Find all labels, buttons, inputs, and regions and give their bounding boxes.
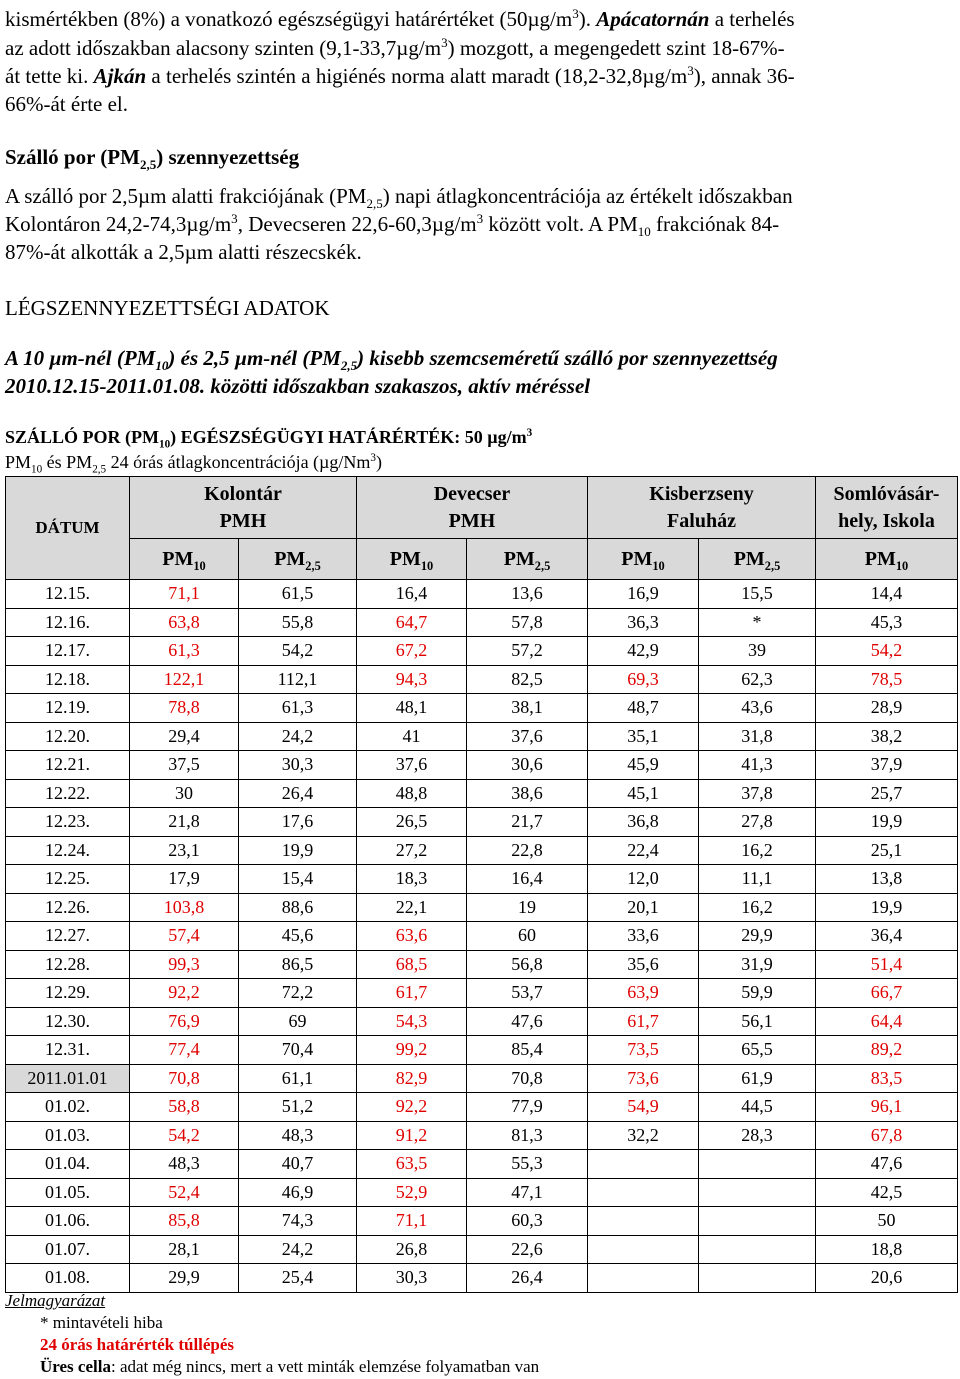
table-row (6, 1235, 958, 1264)
pm10-header: $PM_{10}$ (357, 539, 467, 580)
devecser-pm25-cell: 21,7 (467, 808, 588, 837)
table-row (6, 1178, 958, 1207)
kolontar-pm10-cell: 58,8 (130, 1093, 239, 1122)
kisberzseny-pm10-cell: 36,3 (588, 608, 699, 637)
table-caption: $PM_{10}$ és $PM_{2,5}$ 24 órás átlagkoncentrációja (µg/Nm$^3$) (5, 452, 382, 476)
intro-line-3: át tette ki. Ajkán a terhelés szintén a higiénés norma alatt maradt $(18,2-32,8\mu g/m^3)$, annak 36- (5, 63, 795, 88)
devecser-pm10-cell: 48,8 (357, 779, 467, 808)
legend-empty-cell: Üres cella: adat még nincs, mert a vett minták elemzése folyamatban van (40, 1357, 540, 1376)
kolontar-pm10-cell: 92,2 (130, 979, 239, 1008)
kisberzseny-pm25-cell: 61,9 (699, 1064, 816, 1093)
kisberzseny-pm25-cell: 27,8 (699, 808, 816, 837)
kisberzseny-pm10-cell: 63,9 (588, 979, 699, 1008)
kisberzseny-pm10-cell: 32,2 (588, 1121, 699, 1150)
table-row (6, 1036, 958, 1065)
table-row (6, 694, 958, 723)
pm25-header: $PM_{2,5}$ (699, 539, 816, 580)
devecser-pm10-cell: 27,2 (357, 836, 467, 865)
kisberzseny-pm10-cell: 36,8 (588, 808, 699, 837)
date-cell: 01.07. (6, 1235, 130, 1264)
table-row (6, 865, 958, 894)
somlovasarhely-pm10-cell: 45,3 (816, 608, 958, 637)
somlovasarhely-pm10-cell: 66,7 (816, 979, 958, 1008)
devecser-pm10-cell: 63,6 (357, 922, 467, 951)
somlovasarhely-pm10-cell: 18,8 (816, 1235, 958, 1264)
devecser-pm25-cell: 60,3 (467, 1207, 588, 1236)
devecser-pm10-cell: 18,3 (357, 865, 467, 894)
kolontar-pm25-cell: 25,4 (239, 1264, 357, 1293)
devecser-pm25-cell: 38,1 (467, 694, 588, 723)
date-cell: 2011.01.01 (6, 1064, 130, 1093)
devecser-pm25-cell: 22,8 (467, 836, 588, 865)
date-cell: 12.20. (6, 722, 130, 751)
table-row (6, 751, 958, 780)
kolontar-pm25-cell: 24,2 (239, 1235, 357, 1264)
kisberzseny-pm25-cell: 28,3 (699, 1121, 816, 1150)
kolontar-pm25-cell: 88,6 (239, 893, 357, 922)
devecser-pm10-cell: 63,5 (357, 1150, 467, 1179)
legend-limit-exceeded: 24 órás határérték túllépés (40, 1335, 235, 1354)
somlovasarhely-pm10-cell: 89,2 (816, 1036, 958, 1065)
table-subtitle-line-1: A 10 µm-nél $(PM_{10})$ és 2,5 µm-nél $(PM_{2,5})$ kisebb szemcseméretű szálló por szennyezettség (5, 346, 778, 374)
date-cell: 12.26. (6, 893, 130, 922)
kisberzseny-pm25-cell: 16,2 (699, 893, 816, 922)
kolontar-pm10-cell: 48,3 (130, 1150, 239, 1179)
devecser-pm10-cell: 26,8 (357, 1235, 467, 1264)
somlovasarhely-pm10-cell: 28,9 (816, 694, 958, 723)
date-cell: 01.03. (6, 1121, 130, 1150)
devecser-pm10-cell: 37,6 (357, 751, 467, 780)
kolontar-pm25-cell: 48,3 (239, 1121, 357, 1150)
kisberzseny-pm25-cell (699, 1235, 816, 1264)
date-cell: 12.30. (6, 1007, 130, 1036)
devecser-pm25-cell: 13,6 (467, 580, 588, 609)
kolontar-pm25-cell: 26,4 (239, 779, 357, 808)
devecser-pm25-cell: 38,6 (467, 779, 588, 808)
date-cell: 12.17. (6, 637, 130, 666)
site-header-somlovasarhely: Somlóvásár- hely, Iskola (816, 477, 958, 539)
kisberzseny-pm25-cell (699, 1178, 816, 1207)
devecser-pm10-cell: 67,2 (357, 637, 467, 666)
devecser-pm10-cell: 54,3 (357, 1007, 467, 1036)
pm10-header: $PM_{10}$ (816, 539, 958, 580)
kolontar-pm10-cell: 76,9 (130, 1007, 239, 1036)
devecser-pm10-cell: 64,7 (357, 608, 467, 637)
kolontar-pm25-cell: 61,1 (239, 1064, 357, 1093)
kisberzseny-pm25-cell (699, 1264, 816, 1293)
kisberzseny-pm10-cell: 16,9 (588, 580, 699, 609)
kisberzseny-pm25-cell: 59,9 (699, 979, 816, 1008)
table-row (6, 1207, 958, 1236)
pm-concentration-table (5, 476, 958, 1293)
date-cell: 12.19. (6, 694, 130, 723)
limit-value-line: SZÁLLÓ POR $(PM_{10})$ EGÉSZSÉGÜGYI HATÁRÉRTÉK: 50 $\mu g/m^3$ (5, 427, 533, 451)
devecser-pm10-cell: 82,9 (357, 1064, 467, 1093)
kisberzseny-pm25-cell: 15,5 (699, 580, 816, 609)
somlovasarhely-pm10-cell: 19,9 (816, 893, 958, 922)
devecser-pm25-cell: 82,5 (467, 665, 588, 694)
kisberzseny-pm10-cell: 42,9 (588, 637, 699, 666)
kolontar-pm25-cell: 55,8 (239, 608, 357, 637)
table-row (6, 722, 958, 751)
table-group-header-row (6, 477, 958, 539)
pm25-heading: Szálló por $(PM_{2,5})$ szennyezettség (5, 145, 300, 173)
date-cell: 12.31. (6, 1036, 130, 1065)
somlovasarhely-pm10-cell: 37,9 (816, 751, 958, 780)
pm25-header: $PM_{2,5}$ (239, 539, 357, 580)
intro-line-4: 66%-át érte el. (5, 92, 129, 116)
date-cell: 12.28. (6, 950, 130, 979)
kolontar-pm10-cell: 21,8 (130, 808, 239, 837)
devecser-pm10-cell: 61,7 (357, 979, 467, 1008)
kisberzseny-pm10-cell (588, 1235, 699, 1264)
kisberzseny-pm10-cell: 33,6 (588, 922, 699, 951)
kisberzseny-pm10-cell: 61,7 (588, 1007, 699, 1036)
date-cell: 12.27. (6, 922, 130, 951)
somlovasarhely-pm10-cell: 13,8 (816, 865, 958, 894)
pm25-header: $PM_{2,5}$ (467, 539, 588, 580)
kolontar-pm25-cell: 19,9 (239, 836, 357, 865)
devecser-pm10-cell: 52,9 (357, 1178, 467, 1207)
date-cell: 01.05. (6, 1178, 130, 1207)
devecser-pm25-cell: 30,6 (467, 751, 588, 780)
devecser-pm10-cell: 94,3 (357, 665, 467, 694)
table-row (6, 893, 958, 922)
table-row (6, 665, 958, 694)
kisberzseny-pm10-cell (588, 1264, 699, 1293)
kolontar-pm25-cell: 40,7 (239, 1150, 357, 1179)
table-row (6, 608, 958, 637)
somlovasarhely-pm10-cell: 38,2 (816, 722, 958, 751)
devecser-pm25-cell: 56,8 (467, 950, 588, 979)
somlovasarhely-pm10-cell: 14,4 (816, 580, 958, 609)
kisberzseny-pm25-cell: 44,5 (699, 1093, 816, 1122)
apacatorna-name: Apácatornán (596, 7, 710, 31)
somlovasarhely-pm10-cell: 67,8 (816, 1121, 958, 1150)
devecser-pm25-cell: 22,6 (467, 1235, 588, 1264)
kisberzseny-pm25-cell: 56,1 (699, 1007, 816, 1036)
kolontar-pm10-cell: 77,4 (130, 1036, 239, 1065)
kisberzseny-pm25-cell: 37,8 (699, 779, 816, 808)
somlovasarhely-pm10-cell: 19,9 (816, 808, 958, 837)
date-cell: 01.08. (6, 1264, 130, 1293)
kisberzseny-pm10-cell: 54,9 (588, 1093, 699, 1122)
devecser-pm25-cell: 47,6 (467, 1007, 588, 1036)
table-row (6, 808, 958, 837)
kolontar-pm10-cell: 17,9 (130, 865, 239, 894)
somlovasarhely-pm10-cell: 54,2 (816, 637, 958, 666)
date-cell: 12.18. (6, 665, 130, 694)
kolontar-pm10-cell: 54,2 (130, 1121, 239, 1150)
kisberzseny-pm25-cell: * (699, 608, 816, 637)
kolontar-pm10-cell: 57,4 (130, 922, 239, 951)
kisberzseny-pm10-cell: 69,3 (588, 665, 699, 694)
table-row (6, 1121, 958, 1150)
intro-line-2: az adott időszakban alacsony szinten $(9,1-33,7\mu g/m^3)$ mozgott, a megengedett szint 18-67%- (5, 35, 785, 60)
kolontar-pm25-cell: 61,5 (239, 580, 357, 609)
intro-line-1: kismértékben (8%) a vonatkozó egészségügyi határértéket $(50\mu g/m^3)$. Apácatornán a terhelés (5, 6, 795, 31)
somlovasarhely-pm10-cell: 83,5 (816, 1064, 958, 1093)
date-cell: 12.25. (6, 865, 130, 894)
date-cell: 12.15. (6, 580, 130, 609)
pm10-header: $PM_{10}$ (588, 539, 699, 580)
kolontar-pm10-cell: 103,8 (130, 893, 239, 922)
kolontar-pm10-cell: 30 (130, 779, 239, 808)
kisberzseny-pm25-cell: 16,2 (699, 836, 816, 865)
date-cell: 01.02. (6, 1093, 130, 1122)
kolontar-pm25-cell: 70,4 (239, 1036, 357, 1065)
ajka-name: Ajkán (93, 64, 147, 88)
kisberzseny-pm10-cell: 45,1 (588, 779, 699, 808)
devecser-pm25-cell: 57,8 (467, 608, 588, 637)
kolontar-pm25-cell: 74,3 (239, 1207, 357, 1236)
kolontar-pm10-cell: 29,9 (130, 1264, 239, 1293)
kolontar-pm10-cell: 52,4 (130, 1178, 239, 1207)
devecser-pm10-cell: 16,4 (357, 580, 467, 609)
devecser-pm25-cell: 70,8 (467, 1064, 588, 1093)
kisberzseny-pm25-cell: 29,9 (699, 922, 816, 951)
kisberzseny-pm10-cell: 45,9 (588, 751, 699, 780)
devecser-pm10-cell: 22,1 (357, 893, 467, 922)
date-cell: 12.22. (6, 779, 130, 808)
date-cell: 12.23. (6, 808, 130, 837)
table-subtitle-line-2: 2010.12.15-2011.01.08. közötti időszakban szakaszos, aktív méréssel (5, 374, 591, 398)
site-header-kisberzseny: Kisberzseny Faluház (588, 477, 816, 539)
kolontar-pm10-cell: 85,8 (130, 1207, 239, 1236)
site-header-kolontar: Kolontár PMH (130, 477, 357, 539)
table-row (6, 922, 958, 951)
kisberzseny-pm10-cell: 12,0 (588, 865, 699, 894)
devecser-pm25-cell: 81,3 (467, 1121, 588, 1150)
kolontar-pm25-cell: 46,9 (239, 1178, 357, 1207)
kolontar-pm25-cell: 51,2 (239, 1093, 357, 1122)
devecser-pm10-cell: 91,2 (357, 1121, 467, 1150)
kisberzseny-pm25-cell: 31,9 (699, 950, 816, 979)
kolontar-pm10-cell: 99,3 (130, 950, 239, 979)
devecser-pm10-cell: 26,5 (357, 808, 467, 837)
kolontar-pm25-cell: 15,4 (239, 865, 357, 894)
date-cell: 12.16. (6, 608, 130, 637)
devecser-pm10-cell: 41 (357, 722, 467, 751)
kisberzseny-pm10-cell: 73,5 (588, 1036, 699, 1065)
pm25-line-3: 87%-át alkották a 2,5µm alatti részecskék. (5, 240, 362, 264)
date-cell: 12.24. (6, 836, 130, 865)
table-row (6, 979, 958, 1008)
legend-title: Jelmagyarázat (5, 1291, 106, 1310)
kisberzseny-pm25-cell: 39 (699, 637, 816, 666)
kisberzseny-pm10-cell (588, 1178, 699, 1207)
kisberzseny-pm10-cell: 35,6 (588, 950, 699, 979)
devecser-pm10-cell: 68,5 (357, 950, 467, 979)
kisberzseny-pm10-cell: 22,4 (588, 836, 699, 865)
devecser-pm25-cell: 19 (467, 893, 588, 922)
kolontar-pm25-cell: 24,2 (239, 722, 357, 751)
table-row (6, 580, 958, 609)
date-cell: 12.21. (6, 751, 130, 780)
kolontar-pm10-cell: 63,8 (130, 608, 239, 637)
kolontar-pm25-cell: 54,2 (239, 637, 357, 666)
devecser-pm25-cell: 85,4 (467, 1036, 588, 1065)
kolontar-pm25-cell: 61,3 (239, 694, 357, 723)
devecser-pm25-cell: 57,2 (467, 637, 588, 666)
somlovasarhely-pm10-cell: 50 (816, 1207, 958, 1236)
kolontar-pm10-cell: 37,5 (130, 751, 239, 780)
kolontar-pm10-cell: 28,1 (130, 1235, 239, 1264)
kisberzseny-pm25-cell: 62,3 (699, 665, 816, 694)
kisberzseny-pm25-cell: 43,6 (699, 694, 816, 723)
kolontar-pm25-cell: 72,2 (239, 979, 357, 1008)
kolontar-pm10-cell: 78,8 (130, 694, 239, 723)
legend-sampling-error: * mintavételi hiba (40, 1313, 163, 1332)
devecser-pm10-cell: 30,3 (357, 1264, 467, 1293)
kolontar-pm10-cell: 70,8 (130, 1064, 239, 1093)
kisberzseny-pm10-cell: 35,1 (588, 722, 699, 751)
somlovasarhely-pm10-cell: 47,6 (816, 1150, 958, 1179)
devecser-pm25-cell: 16,4 (467, 865, 588, 894)
kolontar-pm25-cell: 30,3 (239, 751, 357, 780)
kolontar-pm25-cell: 45,6 (239, 922, 357, 951)
somlovasarhely-pm10-cell: 20,6 (816, 1264, 958, 1293)
somlovasarhely-pm10-cell: 78,5 (816, 665, 958, 694)
table-row (6, 1064, 958, 1093)
kisberzseny-pm25-cell: 65,5 (699, 1036, 816, 1065)
table-row (6, 637, 958, 666)
kisberzseny-pm25-cell: 31,8 (699, 722, 816, 751)
date-cell: 01.06. (6, 1207, 130, 1236)
devecser-pm10-cell: 71,1 (357, 1207, 467, 1236)
devecser-pm25-cell: 26,4 (467, 1264, 588, 1293)
kolontar-pm25-cell: 17,6 (239, 808, 357, 837)
kolontar-pm10-cell: 122,1 (130, 665, 239, 694)
pm25-line-2: Kolontáron $24,2-74,3\mu g/m^3$, Devecseren $22,6-60,3\mu g/m^3$ között volt. A $PM_{10}$ frakciónak 84- (5, 211, 780, 240)
devecser-pm10-cell: 99,2 (357, 1036, 467, 1065)
table-row (6, 1093, 958, 1122)
devecser-pm25-cell: 77,9 (467, 1093, 588, 1122)
table-row (6, 1264, 958, 1293)
somlovasarhely-pm10-cell: 25,7 (816, 779, 958, 808)
devecser-pm25-cell: 53,7 (467, 979, 588, 1008)
devecser-pm10-cell: 92,2 (357, 1093, 467, 1122)
somlovasarhely-pm10-cell: 96,1 (816, 1093, 958, 1122)
section-title: LÉGSZENNYEZETTSÉGI ADATOK (5, 296, 330, 320)
kolontar-pm10-cell: 23,1 (130, 836, 239, 865)
devecser-pm25-cell: 37,6 (467, 722, 588, 751)
table-row (6, 1150, 958, 1179)
somlovasarhely-pm10-cell: 36,4 (816, 922, 958, 951)
table-pm-header-row (6, 539, 958, 580)
devecser-pm25-cell: 60 (467, 922, 588, 951)
pm10-header: $PM_{10}$ (130, 539, 239, 580)
date-column-header: DÁTUM (6, 477, 130, 580)
kolontar-pm10-cell: 29,4 (130, 722, 239, 751)
somlovasarhely-pm10-cell: 25,1 (816, 836, 958, 865)
kisberzseny-pm25-cell (699, 1207, 816, 1236)
pm25-line-1: A szálló por 2,5µm alatti frakciójának $(PM_{2,5})$ napi átlagkoncentrációja az értékelt időszakban (5, 184, 793, 212)
kisberzseny-pm10-cell: 20,1 (588, 893, 699, 922)
date-cell: 01.04. (6, 1150, 130, 1179)
devecser-pm25-cell: 47,1 (467, 1178, 588, 1207)
kisberzseny-pm25-cell: 11,1 (699, 865, 816, 894)
site-header-devecser: Devecser PMH (357, 477, 588, 539)
table-row (6, 836, 958, 865)
table-row (6, 950, 958, 979)
date-cell: 12.29. (6, 979, 130, 1008)
kisberzseny-pm10-cell: 48,7 (588, 694, 699, 723)
somlovasarhely-pm10-cell: 64,4 (816, 1007, 958, 1036)
kisberzseny-pm10-cell (588, 1207, 699, 1236)
kolontar-pm25-cell: 69 (239, 1007, 357, 1036)
kisberzseny-pm25-cell (699, 1150, 816, 1179)
kolontar-pm25-cell: 112,1 (239, 665, 357, 694)
kolontar-pm10-cell: 71,1 (130, 580, 239, 609)
table-row (6, 1007, 958, 1036)
kolontar-pm25-cell: 86,5 (239, 950, 357, 979)
somlovasarhely-pm10-cell: 51,4 (816, 950, 958, 979)
table-row (6, 779, 958, 808)
devecser-pm25-cell: 55,3 (467, 1150, 588, 1179)
kisberzseny-pm10-cell (588, 1150, 699, 1179)
somlovasarhely-pm10-cell: 42,5 (816, 1178, 958, 1207)
kisberzseny-pm25-cell: 41,3 (699, 751, 816, 780)
kolontar-pm10-cell: 61,3 (130, 637, 239, 666)
kisberzseny-pm10-cell: 73,6 (588, 1064, 699, 1093)
devecser-pm10-cell: 48,1 (357, 694, 467, 723)
